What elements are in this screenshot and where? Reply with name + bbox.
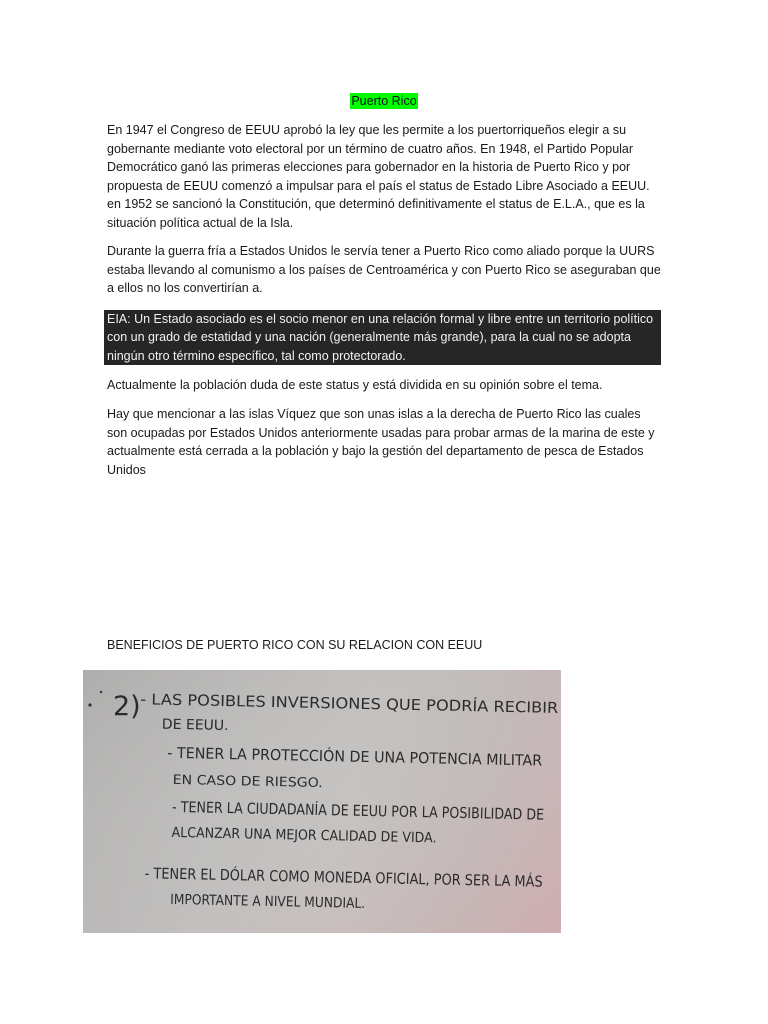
paragraph-cold-war: Durante la guerra fría a Estados Unidos le servía tener a Puerto Rico como aliado porque la UURS estaba llevando al comunismo a los países de Centroamérica y con Puerto Rico se aseguraban que a ellos no los convertirían a. xyxy=(107,244,661,296)
note-number: 2) xyxy=(113,691,141,722)
note-line-8: IMPORTANTE A NIVEL MUNDIAL. xyxy=(170,891,393,913)
bullet-dot xyxy=(100,691,102,693)
note-line-7: - TENER EL DÓLAR COMO MONEDA OFICIAL, POR SER LA MÁS xyxy=(144,864,608,893)
note-line-1: - LAS POSIBLES INVERSIONES QUE PODRÍA RECIBIR xyxy=(140,690,527,717)
note-line-5: - TENER LA CIUDADANÍA DE EEUU POR LA POSIBILIDAD DE xyxy=(171,797,613,826)
note-line-6: ALCANZAR UNA MEJOR CALIDAD DE VIDA. xyxy=(171,824,466,848)
paragraph-vieques: Hay que mencionar a las islas Víquez que son unas islas a la derecha de Puerto Rico las cuales son ocupadas por Estados Unidos anteriormente usadas para probar armas de la marina de este y actualmente está cerrada a la población y bajo la gestión del departamento de pesca de Estados Unidos xyxy=(107,407,655,477)
section-heading: BENEFICIOS DE PUERTO RICO CON SU RELACION CON EEUU xyxy=(107,638,483,652)
document-title: Puerto Rico xyxy=(351,94,417,108)
handwritten-note-svg xyxy=(83,670,613,933)
paragraph-history: En 1947 el Congreso de EEUU aprobó la ley que les permite a los puertorriqueños elegir a su gobernante mediante voto electoral por un término de cuatro años. En 1948, el Partido Popular Democrático ganó las primeras elecciones para gobernador en la historia de Puerto Rico y por propuesta de EEUU comenzó a impulsar para el país el status de Estado Libre Asociado a EEUU. en 1952 se sancionó la Constitución, que determinó definitivamente el status de E.L.A., que es la situación política actual de la Isla. xyxy=(107,123,650,230)
note-line-4: EN CASO DE RIESGO. xyxy=(172,772,312,791)
definition-highlight-box: EIA: Un Estado asociado es el socio menor en una relación formal y libre entre un territorio político con un grado de estatidad y una nación (generalmente más grande), para la cual no se adopta ningún otro término específico, tal como protectorado. xyxy=(104,310,661,365)
title-container xyxy=(0,92,768,110)
bullet-dot xyxy=(88,703,91,706)
note-line-3: - TENER LA PROTECCIÓN DE UNA POTENCIA MILITAR xyxy=(167,743,562,771)
handwritten-note-photo xyxy=(83,670,613,933)
paragraph-opinion: Actualmente la población duda de este status y está dividida en su opinión sobre el tema. xyxy=(107,378,603,392)
note-line-2: DE EEUU. xyxy=(161,716,229,735)
